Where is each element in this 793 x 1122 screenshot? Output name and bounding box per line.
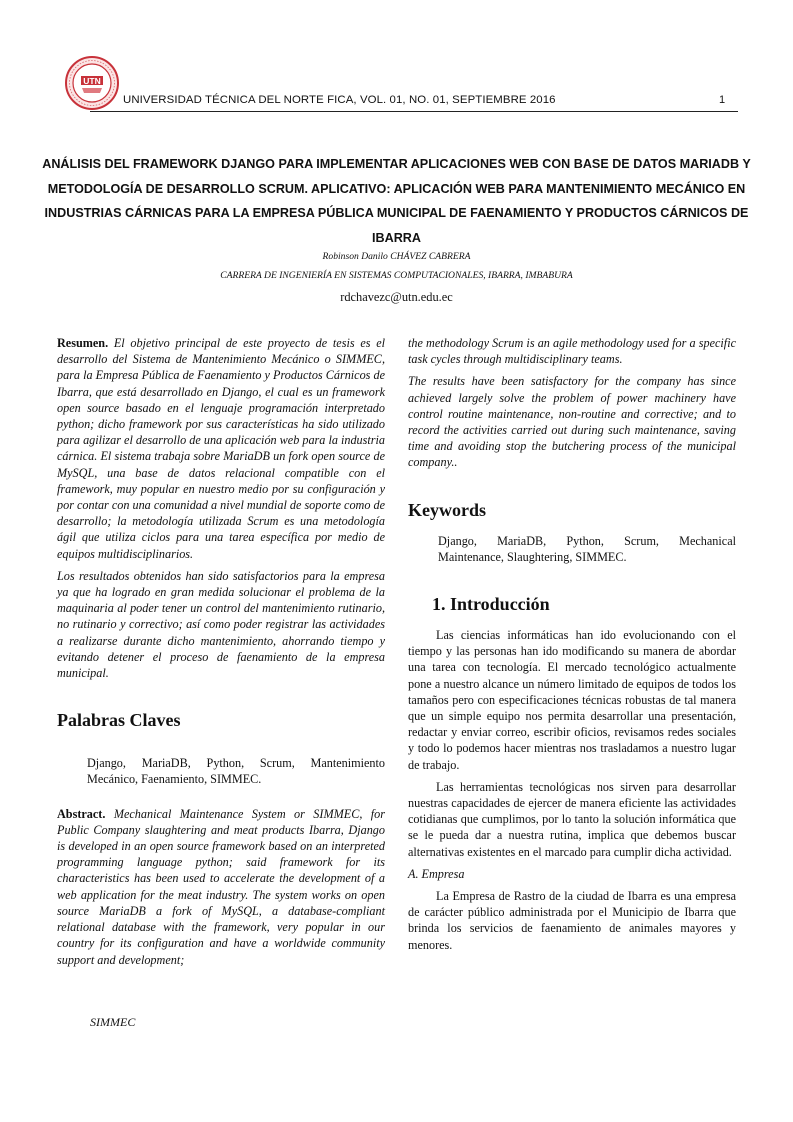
introduccion-paragraph-2: Las herramientas tecnológicas nos sirven para desarrollar nuestras capacidades de ejercer de manera eficiente las actividades cotidianas que cumplimos, por lo tanto la solución informática que se le pueda dar a nuestra rutina, implica que debemos buscar alternativas existentes en el marcado para cumplir dicha actividad. <box>408 779 736 859</box>
resumen-text: El objetivo principal de este proyecto de tesis es el desarrollo del Sistema de Mantenimiento Mecánico o SIMMEC, para la Empresa Pública de Faenamiento y Productos Cárnicos de Ibarra, que está desarrollado en Django, el cual es un framework open source basado en el lenguaje programación interpretado python; dicho framework por sus características ha sido utilizado para agilizar el desarrollo de una aplicación web para la industria cárnica. El sistema trabaja sobre MariaDB un fork open source de MySQL, una base de datos relacional compatible con el framework, muy popular en nuestro medio por su configuración y por contar con una comunidad a nivel mundial de soporte como de desarrollo; la metodología utilizada Scrum es una metodología ágil que utiliza ciclos para una tarea específica por medio de equipos multidisciplinarios. <box>57 336 385 561</box>
abstract-lead: Abstract. <box>57 806 106 821</box>
resumen-lead: Resumen. <box>57 336 109 350</box>
abstract-paragraph-2: The results have been satisfactory for the company has since achieved largely solve the problem of power machinery have control routine maintenance, non-routine and corrective; and to record the activities carried out during such maintenance, saving time and avoiding stop the butchering process of the municipal company.. <box>408 374 736 470</box>
abstract-paragraph-1 <box>57 806 385 968</box>
palabras-claves-text: Django, MariaDB, Python, Scrum, Mantenimiento Mecánico, Faenamiento, SIMMEC. <box>87 756 385 787</box>
keywords-text: Django, MariaDB, Python, Scrum, Mechanical Maintenance, Slaughtering, SIMMEC. <box>438 533 736 564</box>
author-affiliation: CARRERA DE INGENIERÍA EN SISTEMAS COMPUTACIONALES, IBARRA, IMBABURA <box>220 270 573 281</box>
page-footer: SIMMEC <box>90 1015 136 1029</box>
paper-title: ANÁLISIS DEL FRAMEWORK DJANGO PARA IMPLEMENTAR APLICACIONES WEB CON BASE DE DATOS MARIADB Y METODOLOGÍA DE DESARROLLO SCRUM. APLICATIVO: APLICACIÓN WEB PARA MANTENIMIENTO MECÁNICO EN INDUSTRIAS CÁRNICAS PARA LA EMPRESA PÚBLICA MUNICIPAL DE FAENAMIENTO Y PRODUCTOS CÁRNICOS DE IBARRA <box>42 157 751 245</box>
left-column <box>57 335 385 974</box>
keywords-heading: Keywords <box>408 499 486 520</box>
palabras-claves-heading: Palabras Claves <box>57 710 181 731</box>
page-number: 1 <box>719 94 726 106</box>
seal-letters: UTN <box>83 76 101 86</box>
abstract-text: Mechanical Maintenance System or SIMMEC, for Public Company slaughtering and meat products Ibarra, Django is developed in an open source framework based on an interpreted programming language python; said framework for its characteristics has been used to accelerate the development of a web application for the meat industry. The system works on open source MariaDB a fork of MySQL, a database-compliant relational database with the framework, very popular in our country for its configuration and have a worldwide community support and development; <box>57 806 386 967</box>
introduccion-paragraph-3: La Empresa de Rastro de la ciudad de Ibarra es una empresa de carácter público administrada por el Municipio de Ibarra que brinda los servicios de faenamiento de animales mayores y menores. <box>408 889 736 952</box>
abstract-continuation: the methodology Scrum is an agile methodology used for a specific task cycles through multidisciplinary teams. <box>408 336 736 367</box>
resumen-paragraph-1 <box>57 335 385 562</box>
introduccion-heading: 1. Introducción <box>432 594 550 615</box>
right-column <box>408 335 736 959</box>
university-seal-icon <box>64 55 120 111</box>
introduccion-paragraph-1: Las ciencias informáticas han ido evolucionando con el tiempo y las personas han ido modificando su manera de abordar una tarea con tecnología. El mercado tecnológico actualmente pone a nuestro alcance un número limitado de equipos de todos los tamaños pero con especificaciones técnicas robustas de tal manera que un simple equipo nos permita desarrollar una presentación, redactar y enviar correo, escribir oficios, revisamos redes sociales y todo lo podemos hacer mientras nos trasladamos a nuestro lugar de trabajo. <box>408 628 736 772</box>
author-email: rdchavezc@utn.edu.ec <box>340 290 453 304</box>
header-divider <box>90 111 738 112</box>
running-header: UNIVERSIDAD TÉCNICA DEL NORTE FICA, VOL. 01, NO. 01, SEPTIEMBRE 2016 <box>123 94 556 106</box>
author-name: Robinson Danilo CHÁVEZ CABRERA <box>322 251 471 262</box>
resumen-paragraph-2: Los resultados obtenidos han sido satisfactorios para la empresa ya que ha logrado en gran medida solucionar el problema de la maquinaria al poder tener un control del mantenimiento rutinario, no rutinario y correctivo; así como poder registrar las actividades a realizarse durante dicho mantenimiento, ahorrando tiempo y evitando detener el proceso de faenamiento de la empresa municipal. <box>57 568 385 681</box>
empresa-subheading: A. Empresa <box>408 866 465 881</box>
